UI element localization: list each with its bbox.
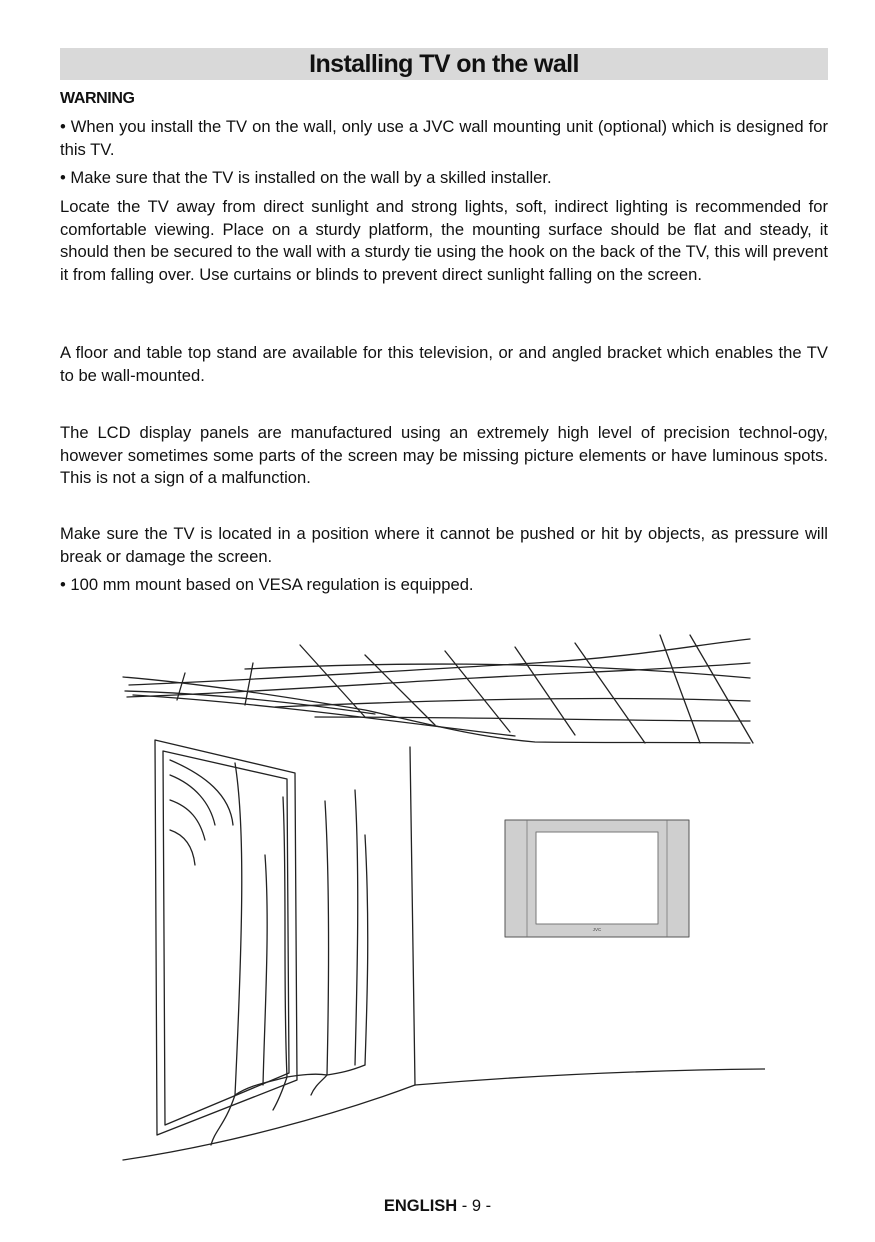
wall-mounted-tv-illustration: [115, 625, 765, 1170]
warning-heading: WARNING: [60, 90, 135, 107]
paragraph-position: Make sure the TV is located in a position where it cannot be pushed or hit by objects, as pressure will break or damage the screen.: [60, 524, 828, 566]
paragraph-lcd-panels: The LCD display panels are manufactured using an extremely high level of precision technol-ogy, however sometimes some parts of the screen may be missing picture elements or have luminous spots. This is not a sign of a malfunction.: [60, 423, 828, 487]
ceiling-grid: [123, 635, 753, 743]
page-footer: [0, 1197, 875, 1216]
floor-edge-left: [123, 1085, 415, 1160]
footer-language: ENGLISH: [383, 1197, 458, 1215]
warning-item-jvc-mount: • When you install the TV on the wall, only use a JVC wall mounting unit (optional) which is designed for this TV.: [60, 117, 828, 159]
paragraph-vesa: • 100 mm mount based on VESA regulation is equipped.: [60, 575, 474, 594]
room-corner: [410, 747, 415, 1085]
paragraph-stand: A floor and table top stand are available for this television, or and angled bracket which enables the TV to be wall-mounted.: [60, 343, 828, 385]
wall-mounted-tv: [505, 820, 689, 937]
warning-item-installer: • Make sure that the TV is installed on the wall by a skilled installer.: [60, 168, 552, 187]
title-bar: [60, 48, 828, 80]
curtain: [211, 763, 368, 1145]
window-frame: [155, 740, 297, 1135]
tv-brand-logo: JVC: [592, 927, 602, 932]
footer-page-number: - 9 -: [461, 1197, 492, 1215]
page-title: Installing TV on the wall: [309, 49, 579, 78]
floor-edge: [415, 1069, 765, 1085]
paragraph-location: Locate the TV away from direct sunlight and strong lights, soft, indirect lighting is recommended for comfortable viewing. Place on a sturdy platform, the mounting surface should be flat and steady, it should then be secured to the wall with a sturdy tie using the hook on the back of the TV, this will prevent it from falling over. Use curtains or blinds to prevent direct sunlight falling on the screen.: [60, 197, 828, 284]
